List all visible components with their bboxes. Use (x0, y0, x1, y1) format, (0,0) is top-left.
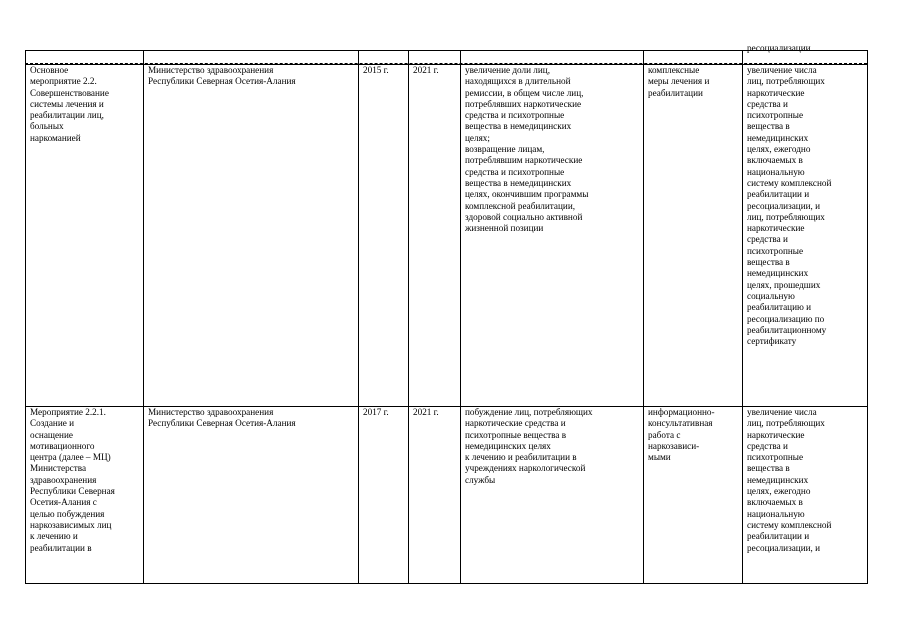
end-year-text: 2021 г. (413, 65, 439, 75)
table-row (26, 65, 868, 407)
start-year-text: 2017 г. (363, 407, 389, 417)
table-row (26, 407, 868, 584)
start-year-cell (359, 407, 409, 584)
result-cell (461, 407, 644, 584)
executor-text: Министерство здравоохранения Республики Северная Осетия-Алания (148, 407, 296, 429)
executor-cell (144, 407, 359, 584)
measure-text: Основное мероприятие 2.2. Совершенствование системы лечения и реабилитации лиц, больных наркоманией (30, 65, 109, 143)
indicator-text: увеличение числа лиц, потребляющих наркотические средства и психотропные вещества в немедицинских целях, ежегодно включаемых в национальную систему комплексной реабилитации и ресоциализации, и (747, 407, 832, 553)
content-cell (644, 65, 743, 407)
start-year-cell (359, 65, 409, 407)
result-text: побуждение лиц, потребляющих наркотические средства и психотропные вещества в немедицинских целях к лечению и реабилитации в учреждениях наркологической службы (465, 407, 593, 485)
executor-cell (144, 65, 359, 407)
indicator-text: увеличение числа лиц, потребляющих наркотические средства и психотропные вещества в немедицинских целях, ежегодно включаемых в национальную систему комплексной реабилитации и ресоциализации, и лиц, потребляющих наркотические средства и психотропные вещества в немедицинских целях, прошедших социальную реабилитацию и ресоциализацию по реабилитационному сертификату (747, 65, 832, 347)
end-year-cell (409, 65, 461, 407)
result-text: увеличение доли лиц, находящихся в длительной ремиссии, в общем числе лиц, потреблявших наркотические средства и психотропные вещества в немедицинских целях; возвращение лицам, потреблявшим наркотические средства и психотропные вещества в немедицинских целях, окончившим программы комплексной реабилитации, здоровой социально активной жизненной позиции (465, 65, 589, 234)
content-text: информационно- консультативная работа с наркозависи- мыми (648, 407, 715, 463)
start-year-text: 2015 г. (363, 65, 389, 75)
measure-text: Мероприятие 2.2.1. Создание и оснащение мотивационного центра (далее – МЦ) Министерства здравоохранения Республики Северная Осетия-Алания с целью побуждения наркозависимых лиц к лечению и реабилитации в (30, 407, 115, 553)
indicator-text: ресоциализации (747, 43, 811, 53)
page-break-line (25, 63, 867, 64)
program-measures-table (25, 43, 868, 584)
measure-cell (26, 65, 144, 407)
indicator-cell (743, 407, 868, 584)
content-text: комплексные меры лечения и реабилитации (648, 65, 710, 98)
executor-text: Министерство здравоохранения Республики Северная Осетия-Алания (148, 65, 296, 87)
end-year-cell (409, 407, 461, 584)
result-cell (461, 65, 644, 407)
end-year-text: 2021 г. (413, 407, 439, 417)
measure-cell (26, 407, 144, 584)
indicator-cell (743, 65, 868, 407)
content-cell (644, 407, 743, 584)
